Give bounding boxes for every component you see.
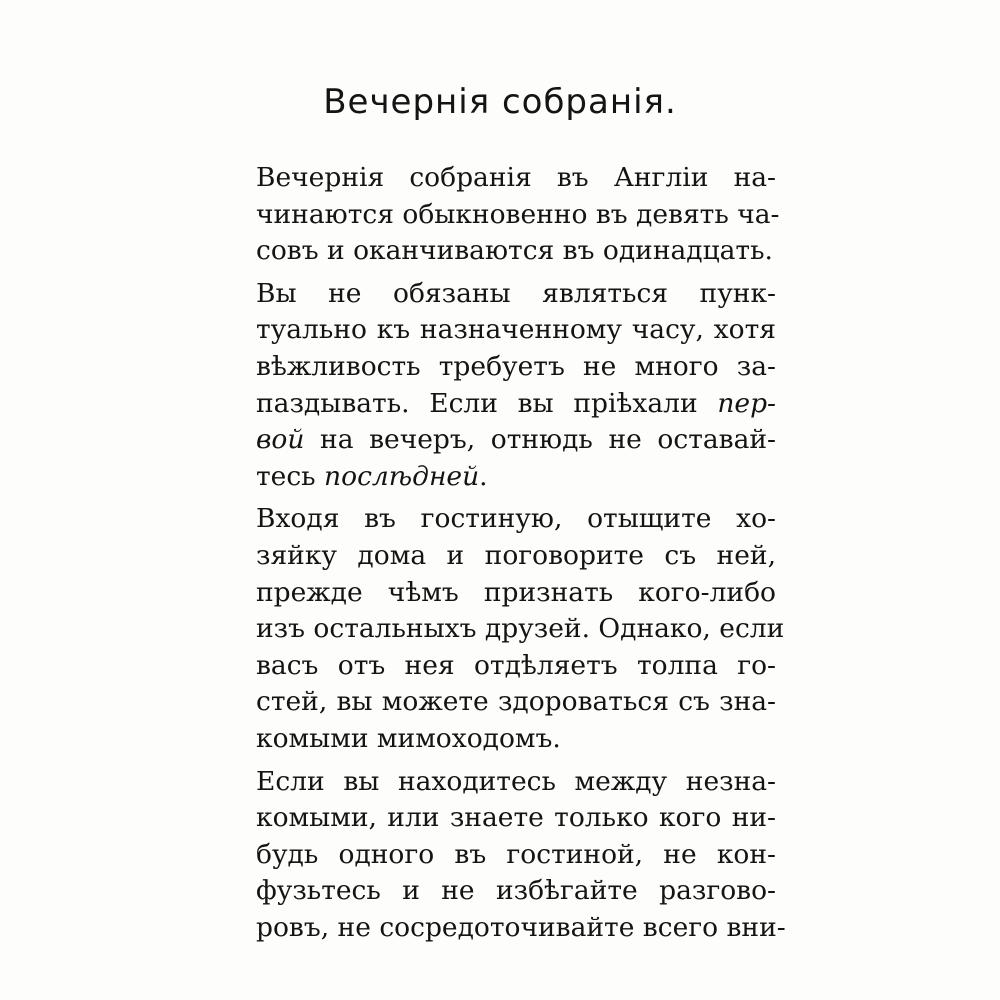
text-segment: тесь — [256, 460, 325, 492]
text-line — [256, 276, 776, 313]
text-line — [256, 197, 780, 234]
text-segment: Вы не обязаны являться пунк- — [256, 277, 776, 309]
text-segment: прежде чѣмъ признать кого-либо — [256, 576, 776, 608]
text-line — [256, 648, 776, 685]
text-line — [256, 910, 786, 947]
text-line — [256, 837, 776, 874]
text-segment: вѣжливость требуетъ не много за- — [256, 350, 776, 382]
text-segment: совъ и оканчиваются въ одинадцать. — [256, 235, 773, 267]
text-line — [256, 684, 776, 721]
text-segment: изъ остальныхъ друзей. Однако, если — [256, 613, 785, 645]
text-line — [256, 312, 776, 349]
text-segment: туально къ назначенному часу, хотя — [256, 314, 776, 346]
text-segment: васъ отъ нея отдѣляетъ толпа го- — [256, 649, 776, 681]
paragraph — [256, 764, 786, 947]
text-segment: комыми мимоходомъ. — [256, 722, 561, 754]
text-segment: паздывать. Если вы пріѣхали — [256, 387, 718, 419]
page-title: Вечернія собранія. — [323, 82, 677, 122]
text-segment: зяйку дома и поговорите съ ней, — [256, 539, 776, 571]
italic-text: вой — [256, 424, 305, 456]
text-line — [256, 538, 776, 575]
paragraph — [256, 160, 780, 270]
text-segment: Если вы находитесь между незна- — [256, 765, 776, 797]
text-segment: на вечеръ, отнюдь не оставай- — [304, 424, 776, 456]
text-segment: Вечернія собранія въ Англіи на- — [256, 162, 776, 193]
text-line — [256, 349, 776, 386]
text-line — [256, 160, 776, 197]
text-line — [256, 459, 776, 496]
text-line — [256, 873, 776, 910]
page-body — [256, 160, 786, 946]
text-line — [256, 611, 785, 648]
italic-text: пер- — [717, 387, 776, 419]
italic-text: послѣдней — [324, 460, 480, 492]
text-segment: ровъ, не сосредоточивайте всего вни- — [256, 911, 786, 943]
paragraph — [256, 501, 785, 757]
text-line — [256, 233, 776, 270]
text-line — [256, 721, 776, 758]
text-segment: чинаются обыкновенно въ девять ча- — [256, 198, 780, 230]
text-segment: фузьтесь и не избѣгайте разгово- — [256, 875, 776, 907]
text-line — [256, 800, 776, 837]
text-segment: Входя въ гостиную, отыщите хо- — [256, 503, 776, 535]
text-segment: будь одного въ гостиной, не кон- — [256, 838, 776, 870]
text-line — [256, 764, 776, 801]
text-segment: стей, вы можете здороваться съ зна- — [256, 686, 776, 718]
text-line — [256, 575, 776, 612]
text-line — [256, 386, 776, 423]
text-segment: комыми, или знаете только кого ни- — [256, 802, 776, 834]
text-line — [256, 422, 776, 459]
text-segment: . — [479, 460, 488, 492]
paragraph — [256, 276, 776, 496]
text-line — [256, 501, 776, 538]
